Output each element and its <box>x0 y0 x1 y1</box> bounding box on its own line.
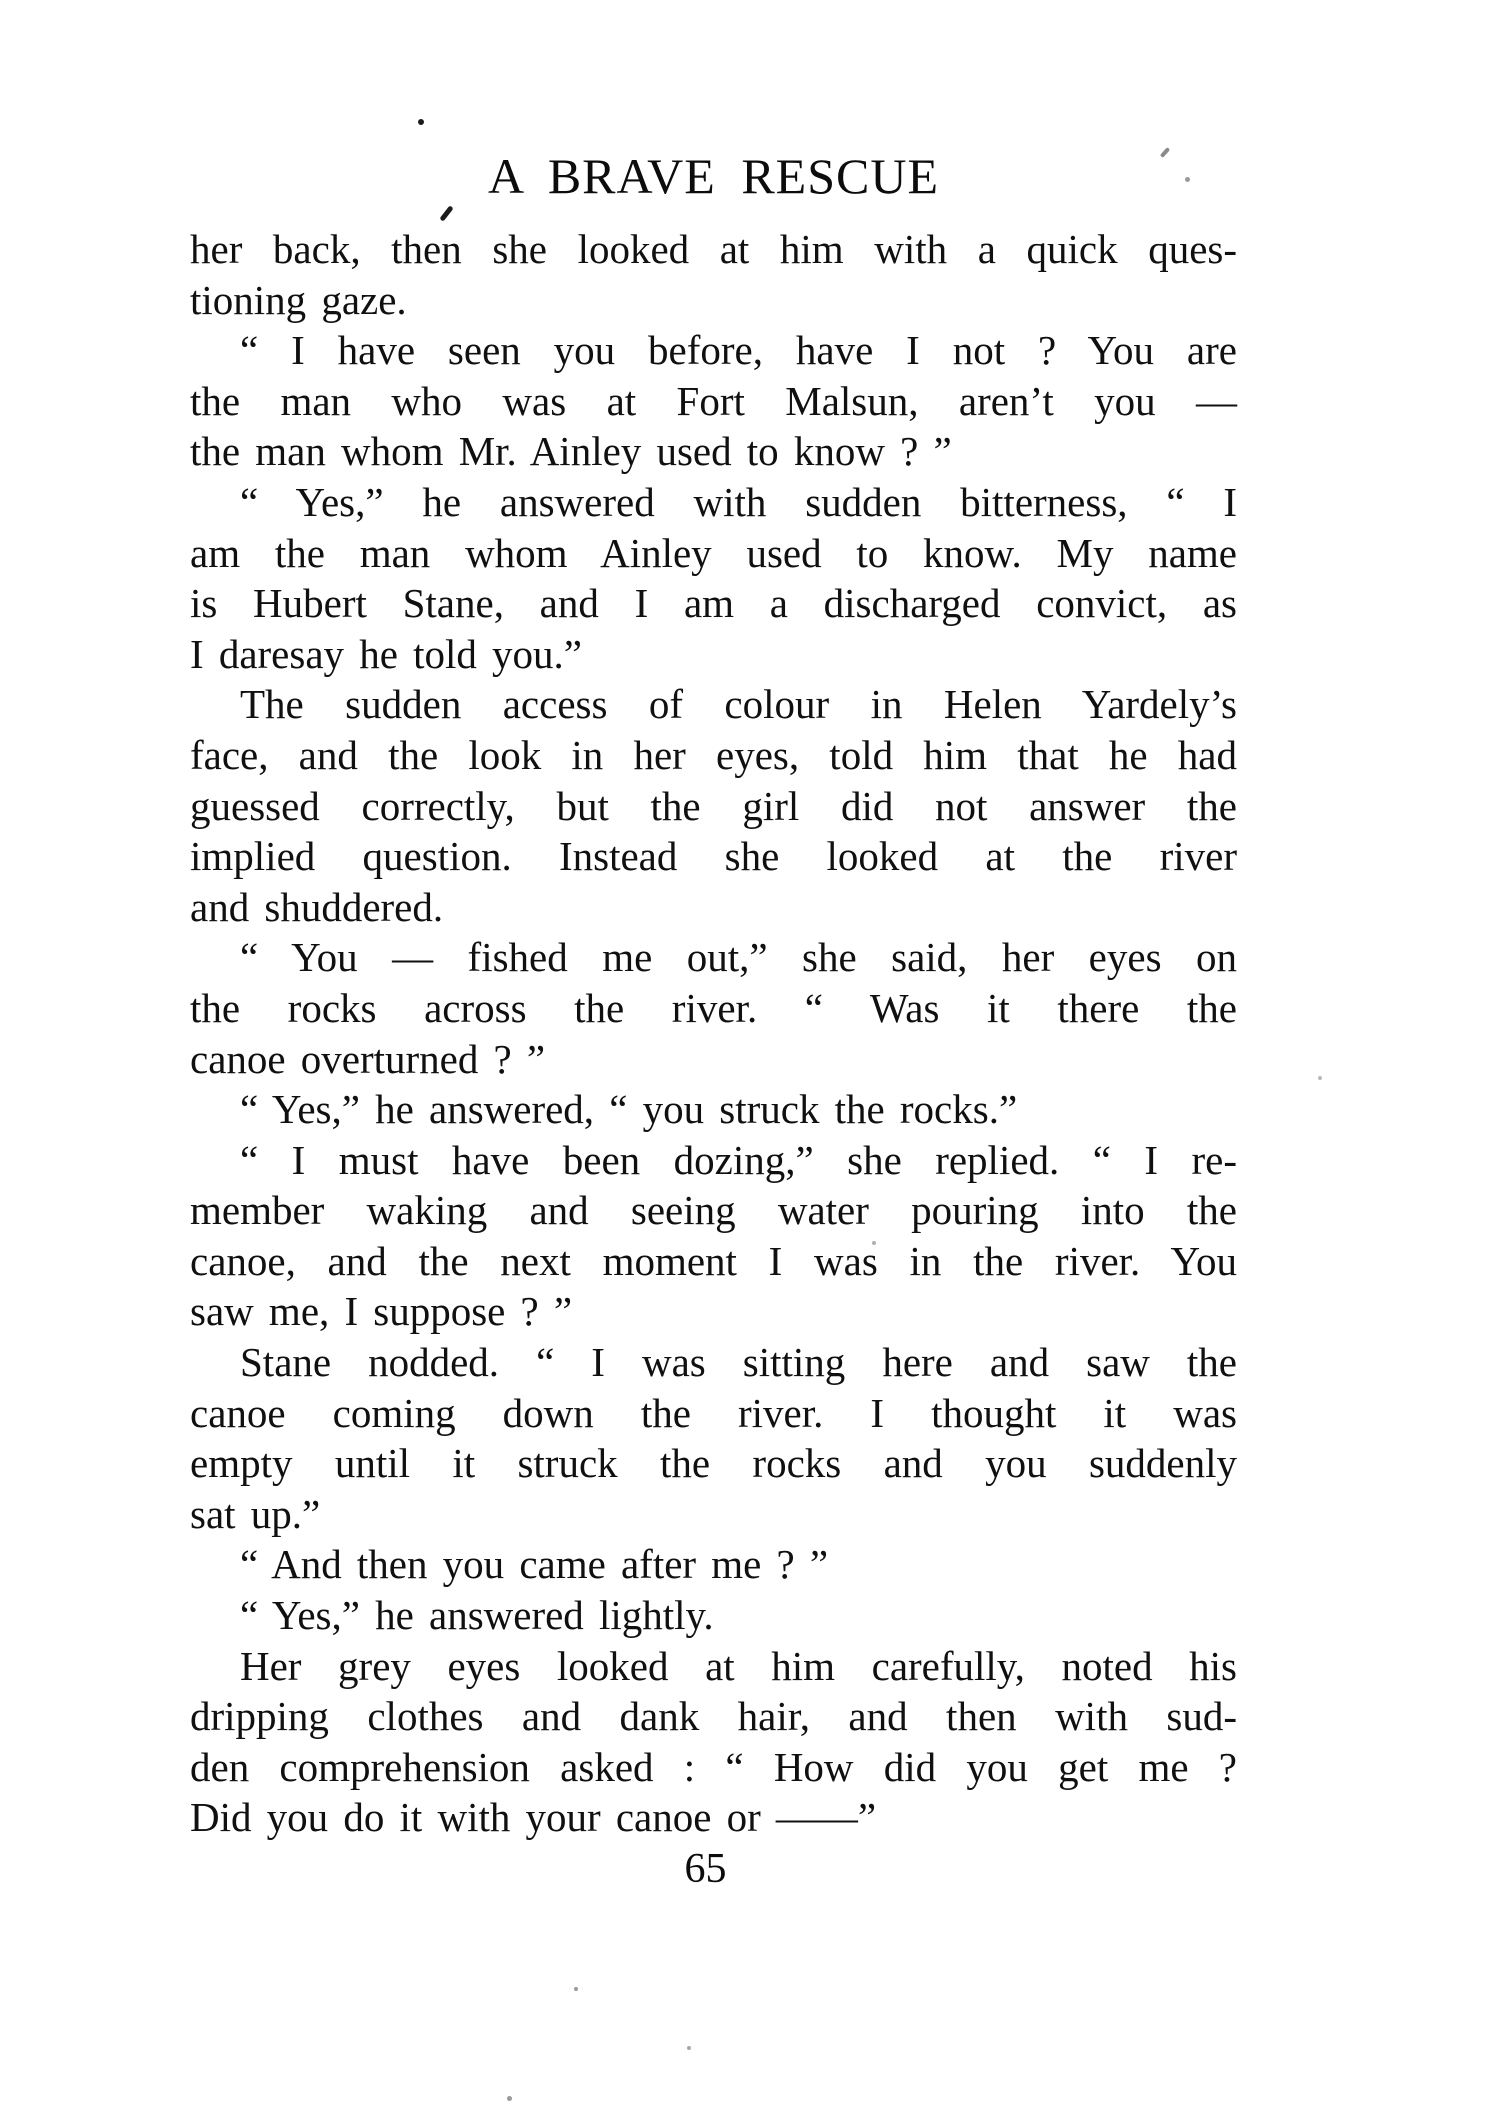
text-line: am the man whom Ainley used to know. My name <box>190 529 1237 576</box>
text-line: her back, then she looked at him with a quick ques- <box>190 226 1237 272</box>
text-line: sat up.” <box>190 1490 321 1537</box>
text-line: tioning gaze. <box>190 276 407 323</box>
text-line: “ I must have been dozing,” she replied. “ I re- <box>240 1136 1237 1183</box>
ink-speck <box>574 1987 578 1991</box>
text-line: canoe coming down the river. I thought it was <box>190 1389 1237 1436</box>
body-text <box>190 224 1237 1843</box>
text-line: the man whom Mr. Ainley used to know ? ” <box>190 428 952 475</box>
text-line: empty until it struck the rocks and you suddenly <box>190 1440 1237 1487</box>
text-line: dripping clothes and dank hair, and then with sud- <box>190 1693 1237 1740</box>
text-line: I daresay he told you.” <box>190 630 582 677</box>
text-line: The sudden access of colour in Helen Yardely’s <box>240 681 1237 728</box>
text-line: guessed correctly, but the girl did not answer the <box>190 782 1237 829</box>
ink-speck <box>418 119 424 125</box>
text-line: “ Yes,” he answered with sudden bitterness, “ I <box>240 478 1237 525</box>
text-line: “ You — fished me out,” she said, her eyes on <box>240 934 1237 981</box>
text-line: “ And then you came after me ? ” <box>240 1541 829 1588</box>
text-line: Her grey eyes looked at him carefully, noted his <box>240 1642 1237 1689</box>
text-line: “ I have seen you before, have I not ? You are <box>240 327 1237 374</box>
text-line: the rocks across the river. “ Was it there the <box>190 984 1237 1031</box>
ink-speck <box>507 2096 512 2101</box>
text-line: “ Yes,” he answered lightly. <box>240 1592 714 1639</box>
text-line: Stane nodded. “ I was sitting here and saw the <box>240 1339 1237 1386</box>
text-line: is Hubert Stane, and I am a discharged convict, as <box>190 580 1237 627</box>
chapter-running-head: A BRAVE RESCUE <box>487 148 940 204</box>
ink-speck <box>1318 1076 1322 1080</box>
text-line: and shuddered. <box>190 883 444 930</box>
text-line: den comprehension asked : “ How did you get me ? <box>190 1743 1237 1790</box>
text-line: Did you do it with your canoe or ——” <box>190 1794 877 1841</box>
text-line: canoe, and the next moment I was in the river. You <box>190 1237 1237 1284</box>
text-line: “ Yes,” he answered, “ you struck the rocks.” <box>240 1086 1018 1133</box>
pen-stroke-mark <box>439 205 453 221</box>
text-line: canoe overturned ? ” <box>190 1035 546 1082</box>
text-line: implied question. Instead she looked at the river <box>190 833 1237 880</box>
text-line: the man who was at Fort Malsun, aren’t you — <box>190 377 1237 424</box>
page-number: 65 <box>684 1846 727 1892</box>
text-line: member waking and seeing water pouring into the <box>190 1187 1237 1234</box>
text-line: saw me, I suppose ? ” <box>190 1288 573 1335</box>
text-line: face, and the look in her eyes, told him that he had <box>190 731 1237 778</box>
ink-speck <box>687 2046 691 2050</box>
